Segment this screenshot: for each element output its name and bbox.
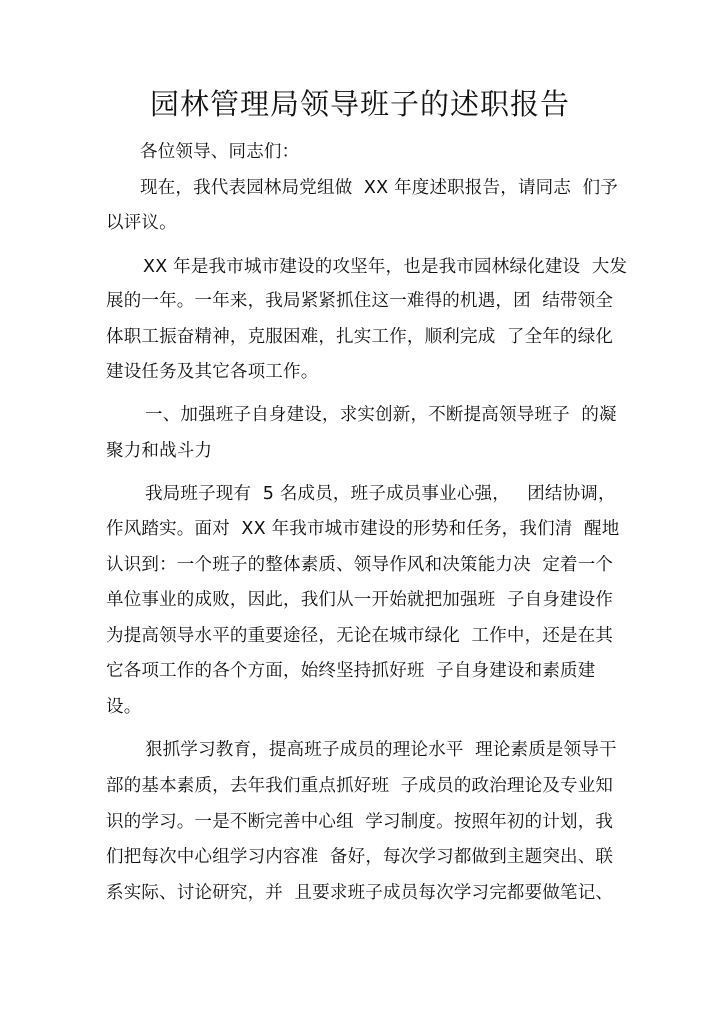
- paragraph-line: 以评议。: [106, 213, 177, 233]
- paragraph-line: 们把每次中心组学习内容准 备好，每次学习都做到主题突出、联: [106, 847, 614, 867]
- paragraph-line: 识的学习。一是不断完善中心组 学习制度。按照年初的计划，我: [106, 812, 614, 832]
- paragraph-line: 设。: [106, 697, 142, 717]
- section-heading-line: 聚力和战斗力: [106, 441, 213, 461]
- paragraph-line: 单位事业的成败，因此，我们从一开始就把加强班 子自身建设作: [106, 590, 614, 610]
- paragraph-line: 部的基本素质，去年我们重点抓好班 子成员的政治理论及专业知: [106, 776, 614, 796]
- paragraph-line: 我局班子现有 5 名成员，班子成员事业心强， 团结协调，: [145, 484, 616, 504]
- paragraph-line: 体职工振奋精神，克服困难，扎实工作，顺利完成 了全年的绿化: [106, 327, 614, 347]
- paragraph-line: 它各项工作的各个方面，始终坚持抓好班 子自身建设和素质建: [106, 661, 596, 681]
- paragraph-line: 作风踏实。面对 XX 年我市城市建设的形势和任务，我们清 醒地: [106, 519, 620, 539]
- paragraph-line: 建设任务及其它各项工作。: [106, 362, 319, 382]
- paragraph-line: 认识到：一个班子的整体素质、领导作风和决策能力决 定着一个: [106, 555, 614, 575]
- paragraph-line: 狠抓学习教育，提高班子成员的理论水平 理论素质是领导干: [145, 740, 617, 760]
- paragraph-line: 系实际、讨论研究，并 且要求班子成员每次学习完都要做笔记、: [106, 883, 614, 903]
- paragraph-line: 现在，我代表园林局党组做 XX 年度述职报告，请同志 们予: [140, 178, 618, 198]
- section-heading-line: 一、加强班子自身建设，求实创新，不断提高领导班子 的凝: [145, 405, 617, 425]
- paragraph-line: 为提高领导水平的重要途径，无论在城市绿化 工作中，还是在其: [106, 626, 614, 646]
- paragraph-line: XX 年是我市城市建设的攻坚年，也是我市园林绿化建设 大发: [143, 257, 628, 277]
- paragraph-line: 展的一年。一年来，我局紧紧抓住这一难得的机遇，团 结带领全: [106, 291, 614, 311]
- document-title: 园林管理局领导班子的述职报告: [149, 87, 570, 121]
- salutation: 各位领导、同志们：: [140, 142, 300, 162]
